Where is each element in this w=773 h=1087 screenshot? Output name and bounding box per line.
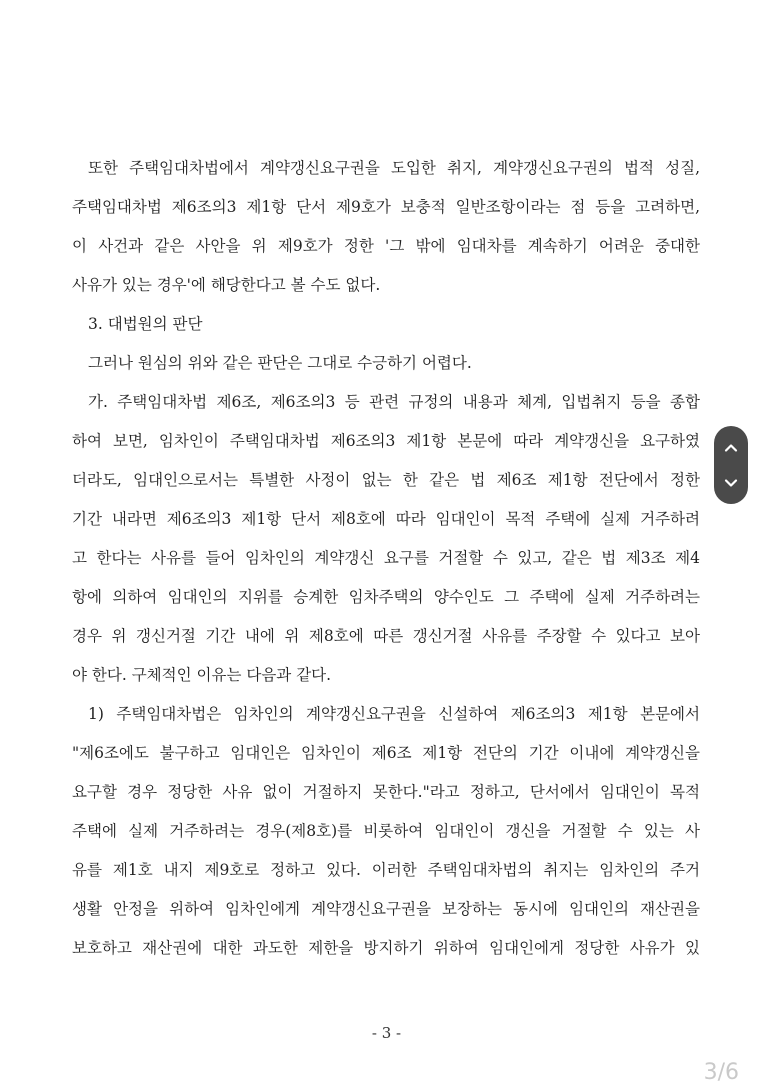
scroll-up-button[interactable] — [714, 431, 748, 465]
scroll-down-button[interactable] — [714, 466, 748, 500]
paragraph-line: 기간 내라면 제6조의3 제1항 단서 제8호에 따라 임대인이 목적 주택에 실제 거주하려 — [72, 510, 700, 528]
page-scroll-control — [714, 426, 748, 504]
section-heading: 3. 대법원의 판단 — [88, 315, 203, 333]
paragraph-line: 그러나 원심의 위와 같은 판단은 그대로 수긍하기 어렵다. — [88, 354, 472, 372]
paragraph-line: 요구할 경우 정당한 사유 없이 거절하지 못한다."라고 정하고, 단서에서 임대인이 목적 — [72, 783, 700, 801]
page-number: - 3 - — [371, 1024, 402, 1042]
chevron-up-icon — [723, 440, 739, 456]
paragraph-line: 보호하고 재산권에 대한 과도한 제한을 방지하기 위하여 임대인에게 정당한 사유가 있 — [72, 939, 700, 957]
paragraph-line: 주택임대차법 제6조의3 제1항 단서 제9호가 보충적 일반조항이라는 점 등을 고려하면, — [72, 198, 700, 216]
paragraph-line: 1) 주택임대차법은 임차인의 계약갱신요구권을 신설하여 제6조의3 제1항 본문에서 — [88, 705, 700, 723]
paragraph-line: 항에 의하여 임대인의 지위를 승계한 임차주택의 양수인도 그 주택에 실제 거주하려는 — [72, 588, 700, 606]
paragraph-line: 가. 주택임대차법 제6조, 제6조의3 등 관련 규정의 내용과 체계, 입법취지 등을 종합 — [88, 393, 700, 411]
paragraph-line: 또한 주택임대차법에서 계약갱신요구권을 도입한 취지, 계약갱신요구권의 법적 성질, — [88, 159, 700, 177]
paragraph-line: 생활 안정을 위하여 임차인에게 계약갱신요구권을 보장하는 동시에 임대인의 재산권을 — [72, 900, 700, 918]
paragraph-line: 주택에 실제 거주하려는 경우(제8호)를 비롯하여 임대인이 갱신을 거절할 수 있는 사 — [72, 822, 700, 840]
paragraph-line: 더라도, 임대인으로서는 특별한 사정이 없는 한 같은 법 제6조 제1항 전단에서 정한 — [72, 471, 700, 489]
paragraph-line: 고 한다는 사유를 들어 임차인의 계약갱신 요구를 거절할 수 있고, 같은 법 제3조 제4 — [72, 549, 700, 567]
paragraph-line: 야 한다. 구체적인 이유는 다음과 같다. — [72, 666, 332, 684]
paragraph-line: 하여 보면, 임차인이 주택임대차법 제6조의3 제1항 본문에 따라 계약갱신을 요구하였 — [72, 432, 700, 450]
paragraph-line: 사유가 있는 경우'에 해당한다고 볼 수도 없다. — [72, 276, 381, 294]
page-indicator: 3/6 — [703, 1060, 739, 1085]
chevron-down-icon — [723, 475, 739, 491]
paragraph-line: 유를 제1호 내지 제9호로 정하고 있다. 이러한 주택임대차법의 취지는 임차인의 주거 — [72, 861, 700, 879]
paragraph-line: "제6조에도 불구하고 임대인은 임차인이 제6조 제1항 전단의 기간 이내에 계약갱신을 — [72, 744, 700, 762]
paragraph-line: 이 사건과 같은 사안을 위 제9호가 정한 '그 밖에 임대차를 계속하기 어려운 중대한 — [72, 237, 700, 255]
paragraph-line: 경우 위 갱신거절 기간 내에 위 제8호에 따른 갱신거절 사유를 주장할 수 있다고 보아 — [72, 627, 700, 645]
